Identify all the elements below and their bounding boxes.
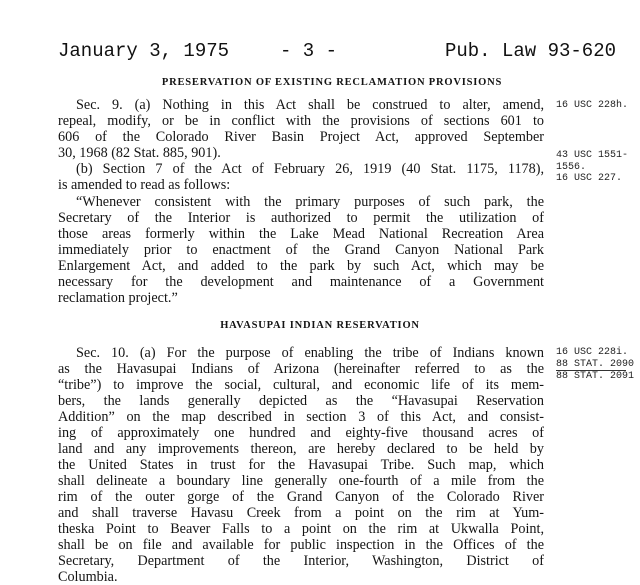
header-date: January 3, 1975 <box>58 40 230 62</box>
text-line: (b) Section 7 of the Act of February 26, 1919 (40 Stat. 1175, 1178), <box>76 161 544 177</box>
text-line: land and any improvements thereon, are hereby declared to be held by <box>58 441 544 457</box>
text-line: the United States in trust for the Havasupai Tribe. Such map, which <box>58 457 544 473</box>
header-page-number: - 3 - <box>280 40 338 62</box>
text-line: is amended to read as follows: <box>58 177 231 193</box>
text-line: Columbia. <box>58 569 118 585</box>
margin-note-line: 88 STAT. 2090 <box>556 358 635 370</box>
text-line: immediately prior to enactment of the Grand Canyon National Park <box>58 242 544 258</box>
section-9a-paragraph <box>58 97 544 161</box>
text-line: theska Point to Beaver Falls to a point on the rim at Ukwalla Point, <box>58 521 544 537</box>
margin-note-line: 43 USC 1551- <box>556 150 629 161</box>
amended-quote-paragraph <box>58 194 544 306</box>
margin-note-1: 16 USC 228h. <box>556 100 629 111</box>
section-10a-paragraph <box>58 345 544 585</box>
text-line: Sec. 9. (a) Nothing in this Act shall be construed to alter, amend, <box>76 97 544 113</box>
text-line: “Whenever consistent with the primary purposes of such park, the <box>76 194 544 210</box>
text-line: shall delineate a boundary line generally one-fourth of a mile from the <box>58 473 544 489</box>
text-line: bers, the lands generally depicted as the “Havasupai Reservation <box>58 393 544 409</box>
heading-reclamation-provisions: PRESERVATION OF EXISTING RECLAMATION PROVISIONS <box>161 77 503 88</box>
text-line: 30, 1968 (82 Stat. 885, 901). <box>58 145 221 161</box>
text-line: Secretary, Department of the Interior, Washington, District of <box>58 553 544 569</box>
page-header <box>58 40 618 66</box>
margin-note-line: 16 USC 228i. <box>556 347 629 358</box>
text-line: necessary for the development and maintenance of a Government <box>58 274 544 290</box>
text-line: Secretary of the Interior is authorized to permit the utilization of <box>58 210 544 226</box>
text-line: Enlargement Act, and added to the park by such Act, which may be <box>58 258 544 274</box>
text-line: shall be on file and available for public inspection in the Offices of the <box>58 537 544 553</box>
heading-havasupai-reservation: HAVASUPAI INDIAN RESERVATION <box>220 320 420 331</box>
text-line: those areas formerly within the Lake Mead National Recreation Area <box>58 226 544 242</box>
margin-note-line: 1556. <box>556 161 587 173</box>
margin-note-line: 16 USC 227. <box>556 173 623 184</box>
text-line: ing of approximately one hundred and eighty-five thousand acres of <box>58 425 544 441</box>
margin-note-2 <box>556 150 640 185</box>
text-line: 606 of the Colorado River Basin Project Act, approved September <box>58 129 544 145</box>
text-line: Addition” on the map described in section 3 of this Act, and consist- <box>58 409 544 425</box>
text-line: as the Havasupai Indians of Arizona (hereinafter referred to as the <box>58 361 544 377</box>
text-line: repeal, modify, or be in conflict with the provisions of sections 601 to <box>58 113 544 129</box>
text-line: reclamation project.” <box>58 290 178 306</box>
header-public-law: Pub. Law 93-620 <box>444 40 616 62</box>
text-line: “tribe”) to improve the social, cultural, and economic life of its mem- <box>58 377 544 393</box>
margin-note-3 <box>556 347 640 383</box>
margin-note-line: 88 STAT. 2091 <box>556 371 635 382</box>
section-9b-paragraph <box>58 161 544 193</box>
text-line: rim of the outer gorge of the Grand Canyon of the Colorado River <box>58 489 544 505</box>
text-line: Sec. 10. (a) For the purpose of enabling the tribe of Indians known <box>76 345 544 361</box>
text-line: and shall traverse Havasu Creek from a point on the rim at Yum- <box>58 505 544 521</box>
